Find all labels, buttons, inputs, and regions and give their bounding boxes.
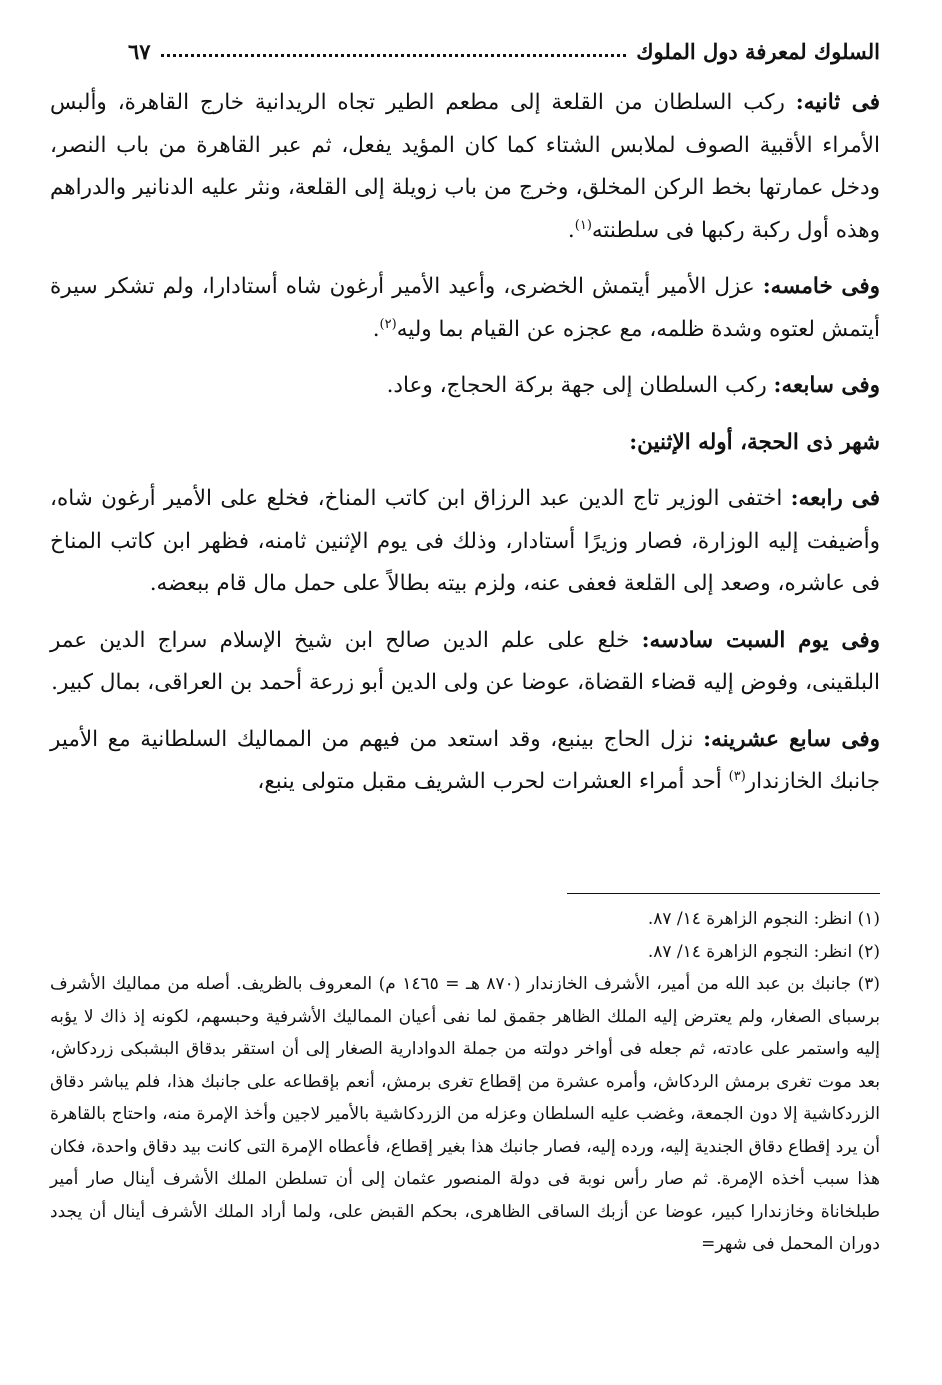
- paragraph: [50, 365, 880, 408]
- paragraph-lead: وفى يوم السبت سادسه:: [641, 627, 881, 653]
- footnote-ref[interactable]: (١): [574, 217, 592, 233]
- paragraph-tail: أحد أمراء العشرات لحرب الشريف مقبل متولى ينبع،: [257, 769, 729, 794]
- book-title: السلوك لمعرفة دول الملوك: [636, 38, 880, 64]
- paragraph-lead: وفى خامسه:: [762, 274, 880, 299]
- footnote-ref[interactable]: (٢): [379, 316, 397, 332]
- paragraph: [50, 719, 880, 804]
- main-text: [50, 82, 880, 818]
- paragraph-tail: .: [372, 316, 380, 342]
- footnotes: [50, 903, 880, 1261]
- paragraph: [50, 620, 880, 705]
- paragraph-text: عزل الأمير أيتمش الخضرى، وأعيد الأمير أرغون شاه أستادارا، ولم تشكر سيرة أيتمش لعتوه وشدة ظلمه، مع عجزه عن القيام بما وليه: [50, 274, 880, 342]
- footnote: (١) انظر: النجوم الزاهرة ١٤/ ٨٧.: [647, 909, 880, 929]
- paragraph-tail: .: [567, 217, 575, 243]
- month-heading: شهر ذى الحجة، أوله الإثنين:: [629, 429, 880, 455]
- footnote-ref[interactable]: (٣): [728, 768, 746, 784]
- paragraph: [50, 82, 880, 252]
- paragraph-lead: وفى سابع عشرينه:: [703, 726, 880, 752]
- paragraph-lead: وفى سابعه:: [773, 373, 880, 398]
- running-header: [128, 30, 880, 72]
- paragraph-text: اختفى الوزير تاج الدين عبد الرزاق ابن كاتب المناخ، فخلع على الأمير أرغون شاه، وأضيفت إليه الوزارة، فصار وزيرًا أستادار، وذلك فى يوم الإثنين ثامنه، فظهر ابن كاتب المناخ فى عاشره، وصعد إلى القلعة فعفى عنه، ولزم بيته بطالاً على حمل مال قام ببعضه.: [50, 486, 880, 596]
- paragraph-lead: فى ثانيه:: [795, 90, 880, 115]
- footnote: (٢) انظر: النجوم الزاهرة ١٤/ ٨٧.: [647, 941, 880, 962]
- footnote-separator: [567, 893, 880, 894]
- header-dot-leader: [161, 54, 627, 57]
- paragraph-text: ركب السلطان من القلعة إلى مطعم الطير تجاه الريدانية خارج القاهرة، وألبس الأمراء الأقبية الصوف لملابس الشتاء كما كان المؤيد يفعل، ثم عبر القاهرة من باب النصر، ودخل عمارتها بخط الركن المخلق، وخرج من باب زويلة إلى القلعة، ونثر عليه الدنانير والدراهم وهذه أول ركبة ركبها فى سلطنته: [50, 90, 880, 243]
- paragraph-text: ركب السلطان إلى جهة بركة الحجاج، وعاد.: [386, 373, 774, 398]
- paragraph-text: خلع على علم الدين صالح ابن شيخ الإسلام سراج الدين عمر البلقينى، وفوض إليه قضاء القضاة، عوضا عن ولى الدين أبو زرعة أحمد بن العراقى، بمال كبير.: [50, 627, 880, 695]
- paragraph-text: نزل الحاج بينبع، وقد استعد من فيهم من المماليك السلطانية مع الأمير جانبك الخازندار: [50, 726, 880, 794]
- paragraph-lead: فى رابعه:: [790, 486, 880, 511]
- paragraph: [50, 266, 880, 351]
- footnote: (٣) جانبك بن عبد الله من أمير، الأشرف الخازندار (٨٧٠ هـ = ١٤٦٥ م) المعروف بالظريف. أصله من مماليك الأشرف برسباى الصغار، ولم يعترض إليه الملك الظاهر جقمق لما نفى أعيان المماليك الأشرفية وحبسهم، لكونه إذ ذاك لا يؤبه إليه واستمر على عادته، ثم جعله فى أواخر دولته من جملة الدوادارية الصغار إلى أن استقر بدقاق البشبكى زردكاش، بعد موت تغرى برمش الردكاش، وأمره عشرة من إقطاع تغرى برمش، أنعم بإقطاعه على جانبك هذا، فلم يباشر دقاق الزردكاشية إلا دون الجمعة، وغضب عليه السلطان وعزله من الزردكاشية بالأمير لاجين وأخذ الإمرة منه، واحتاج بالقاهرة أن يرد إقطاع دقاق الجندية إليه، ورده إليه، فصار جانبك هذا بغير إقطاع، فأعطاه الإمرة التى كانت بيد دقاق واحدة، فكان هذا سبب أخذه الإمرة. ثم صار رأس نوبة فى دولة المنصور عثمان إلى أن تسلطن الملك الأشرف أينال صار أمير طبلخاناة وخازندارا كبير، عوضا عن أزبك الساقى الظاهرى، بحكم القبض على، ولما أراد الملك الأشرف أينال أن يجدد دوران المحمل فى شهر=: [50, 974, 881, 1254]
- page-number: ٦٧: [128, 38, 151, 64]
- paragraph: [50, 478, 880, 606]
